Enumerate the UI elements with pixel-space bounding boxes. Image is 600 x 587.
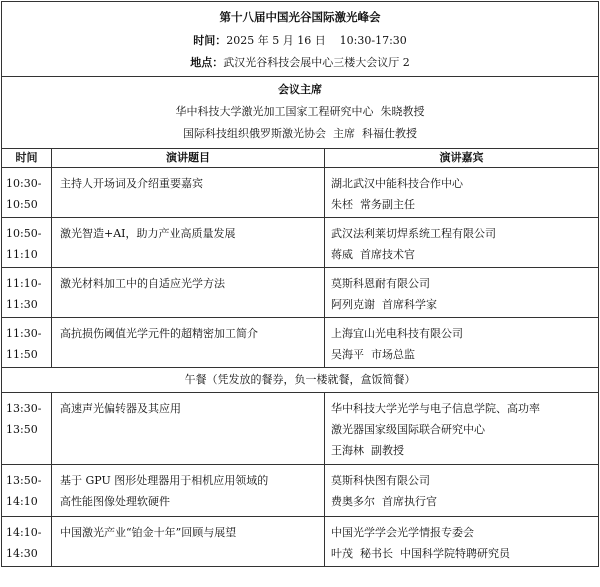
- speaker-line: 上海宜山光电科技有限公司: [331, 327, 463, 340]
- session-time: [2, 465, 52, 517]
- table-row: [2, 393, 599, 465]
- topic-line: 主持人开场词及介绍重要嘉宾: [60, 177, 203, 190]
- speaker-line: 王海林 副教授: [331, 444, 404, 457]
- table-row: [2, 318, 599, 368]
- session-time: [2, 168, 52, 218]
- speaker-line: 朱柸 常务副主任: [331, 198, 415, 211]
- session-topic: [52, 465, 325, 517]
- session-speaker: [325, 465, 599, 517]
- header-cell: [2, 2, 599, 77]
- speaker-line: 激光器国家级国际联合研究中心: [331, 423, 485, 436]
- session-start: 14:10-: [6, 526, 42, 539]
- session-end: 14:10: [6, 495, 38, 508]
- table-row: [2, 268, 599, 318]
- speaker-line: 蒋威 首席技术官: [331, 248, 415, 261]
- host-line: 国际科技组织俄罗斯激光协会 主席 科福仕教授: [183, 127, 418, 140]
- topic-line: 高速声光偏转器及其应用: [60, 402, 181, 415]
- agenda-table: [1, 1, 599, 567]
- session-speaker: [325, 393, 599, 465]
- session-end: 10:50: [6, 198, 38, 211]
- topic-line: 高性能图像处理软硬件: [60, 495, 170, 508]
- speaker-line: 中国光学学会光学情报专委会: [331, 526, 474, 539]
- session-start: 13:50-: [6, 474, 42, 487]
- topic-line: 高抗损伤阈值光学元件的超精密加工简介: [60, 327, 258, 340]
- hosts-row: [2, 77, 599, 149]
- session-speaker: [325, 318, 599, 368]
- session-topic: [52, 318, 325, 368]
- speaker-line: 华中科技大学光学与电子信息学院、高功率: [331, 402, 540, 415]
- lunch-row: [2, 368, 599, 393]
- session-speaker: [325, 268, 599, 318]
- header-row: [2, 2, 599, 77]
- session-end: 14:30: [6, 547, 38, 560]
- session-start: 11:30-: [6, 327, 42, 340]
- host-line: 华中科技大学激光加工国家工程研究中心 朱晓教授: [175, 105, 425, 118]
- session-time: [2, 393, 52, 465]
- topic-line: 基于 GPU 图形处理器用于相机应用领域的: [60, 474, 269, 487]
- column-header-row: [2, 149, 599, 168]
- topic-line: 激光智造+AI，助力产业高质量发展: [60, 227, 236, 240]
- table-row: [2, 517, 599, 567]
- session-start: 11:10-: [6, 277, 42, 290]
- session-speaker: [325, 168, 599, 218]
- session-speaker: [325, 218, 599, 268]
- session-start: 13:30-: [6, 402, 42, 415]
- column-header-time: 时间: [2, 149, 52, 168]
- place-line: [6, 52, 594, 74]
- session-topic: [52, 517, 325, 567]
- hosts-cell: [2, 77, 599, 149]
- session-start: 10:30-: [6, 177, 42, 190]
- hosts-title: 会议主席: [278, 83, 323, 96]
- speaker-line: 阿列克谢 首席科学家: [331, 298, 437, 311]
- session-end: 11:30: [6, 298, 38, 311]
- column-header-topic: 演讲题目: [52, 149, 325, 168]
- topic-line: 激光材料加工中的自适应光学方法: [60, 277, 225, 290]
- time-line: [6, 30, 594, 52]
- session-start: 10:50-: [6, 227, 42, 240]
- session-time: [2, 268, 52, 318]
- lunch-note: 午餐（凭发放的餐券，负一楼就餐，盒饭简餐）: [2, 368, 599, 393]
- speaker-line: 莫斯科快图有限公司: [331, 474, 430, 487]
- session-end: 11:10: [6, 248, 38, 261]
- speaker-line: 费奥多尔 首席执行官: [331, 495, 437, 508]
- table-row: [2, 465, 599, 517]
- speaker-line: 湖北武汉中能科技合作中心: [331, 177, 463, 190]
- session-end: 13:50: [6, 423, 38, 436]
- session-time: [2, 218, 52, 268]
- time-label: 时间：: [193, 34, 227, 47]
- page-title: 第十八届中国光谷国际激光峰会: [219, 10, 381, 24]
- session-topic: [52, 168, 325, 218]
- column-header-speaker: 演讲嘉宾: [325, 149, 599, 168]
- topic-line: 中国激光产业“铂金十年”回顾与展望: [60, 526, 237, 539]
- place-label: 地点：: [190, 56, 224, 69]
- place-value: 武汉光谷科技会展中心三楼大会议厅 2: [223, 56, 410, 69]
- speaker-line: 武汉法利莱切焊系统工程有限公司: [331, 227, 496, 240]
- session-speaker: [325, 517, 599, 567]
- table-row: [2, 168, 599, 218]
- session-topic: [52, 393, 325, 465]
- session-time: [2, 318, 52, 368]
- session-topic: [52, 218, 325, 268]
- session-time: [2, 517, 52, 567]
- session-topic: [52, 268, 325, 318]
- table-row: [2, 218, 599, 268]
- time-value: 2025 年 5 月 16 日 10:30-17:30: [226, 34, 407, 47]
- speaker-line: 吴海平 市场总监: [331, 348, 415, 361]
- speaker-line: 莫斯科恩耐有限公司: [331, 277, 430, 290]
- session-end: 11:50: [6, 348, 38, 361]
- speaker-line: 叶茂 秘书长 中国科学院特聘研究员: [331, 547, 510, 560]
